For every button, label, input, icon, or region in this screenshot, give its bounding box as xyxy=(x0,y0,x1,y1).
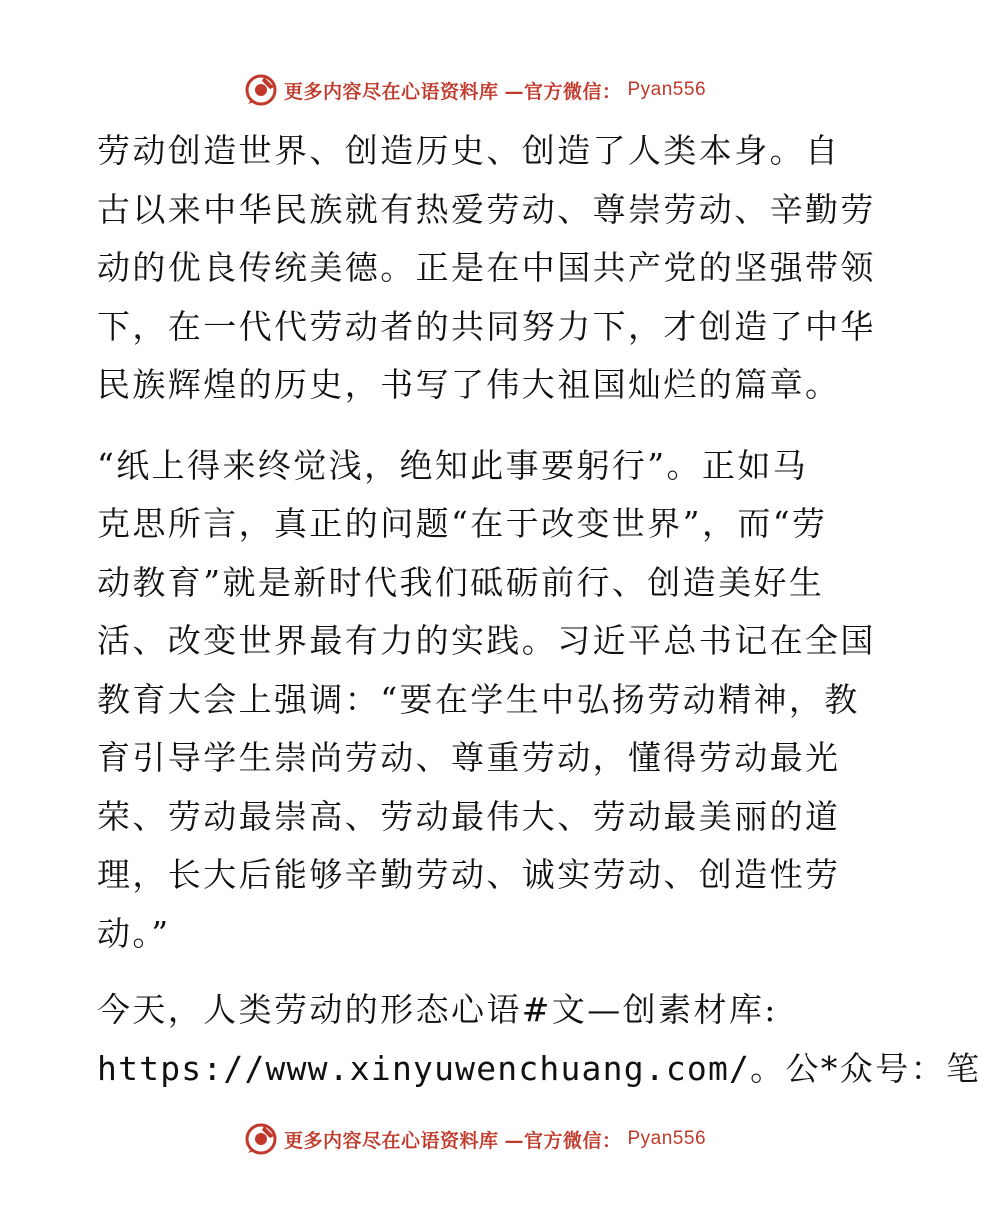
text-line: 劳动创造世界、创造历史、创造了人类本身。自 xyxy=(97,131,841,170)
document-body xyxy=(97,122,981,1098)
watermark-dash-text: —官方微信： xyxy=(504,80,622,103)
paragraph-2 xyxy=(97,437,876,964)
text-line: 动教育”就是新时代我们砥砺前行、创造美好生 xyxy=(97,562,825,602)
website-url: https://www.xinyuwenchuang.com/ xyxy=(97,1048,751,1088)
library-logo-icon xyxy=(244,73,278,107)
text-line-url xyxy=(97,1040,981,1099)
text-line: 古以来中华民族就有热爱劳动、尊崇劳动、辛勤劳 xyxy=(97,189,876,229)
text-line: 育引导学生崇尚劳动、尊重劳动，懂得劳动最光 xyxy=(97,738,841,777)
header-watermark xyxy=(0,70,950,110)
text-line: 动。” xyxy=(97,913,171,953)
watermark-wechat-id: Pyan556 xyxy=(627,79,707,100)
watermark-wechat-id: Pyan556 xyxy=(627,1128,707,1149)
text-line: 克思所言，真正的问题“在于改变世界”，而“劳 xyxy=(97,504,828,543)
watermark-text: 更多内容尽在心语资料库 xyxy=(283,80,499,103)
paragraph-3 xyxy=(97,981,981,1098)
text-line: “纸上得来终觉浅，绝知此事要躬行”。正如马 xyxy=(97,445,809,485)
text-line: 荣、劳动最崇高、劳动最伟大、劳动最美丽的道 xyxy=(97,796,841,836)
text-line: 教育大会上强调：“要在学生中弘扬劳动精神，教 xyxy=(97,679,860,719)
text-line: 动的优良传统美德。正是在中国共产党的坚强带领 xyxy=(97,248,876,287)
text-line: 下，在一代代劳动者的共同努力下，才创造了中华 xyxy=(97,306,876,346)
text-line: 民族辉煌的历史，书写了伟大祖国灿烂的篇章。 xyxy=(97,365,841,404)
footer-watermark xyxy=(0,1119,950,1159)
text-line: 理，长大后能够辛勤劳动、诚实劳动、创造性劳 xyxy=(97,855,841,894)
text-line: 今天，人类劳动的形态心语#文—创素材库: xyxy=(97,990,778,1029)
text-line: 活、改变世界最有力的实践。习近平总书记在全国 xyxy=(97,621,876,660)
library-logo-icon xyxy=(244,1122,278,1156)
text-line-tail: 。公*众号：笔 xyxy=(750,1048,981,1088)
watermark-dash-text: —官方微信： xyxy=(504,1129,622,1152)
watermark-text: 更多内容尽在心语资料库 xyxy=(283,1129,499,1152)
paragraph-1 xyxy=(97,122,876,415)
